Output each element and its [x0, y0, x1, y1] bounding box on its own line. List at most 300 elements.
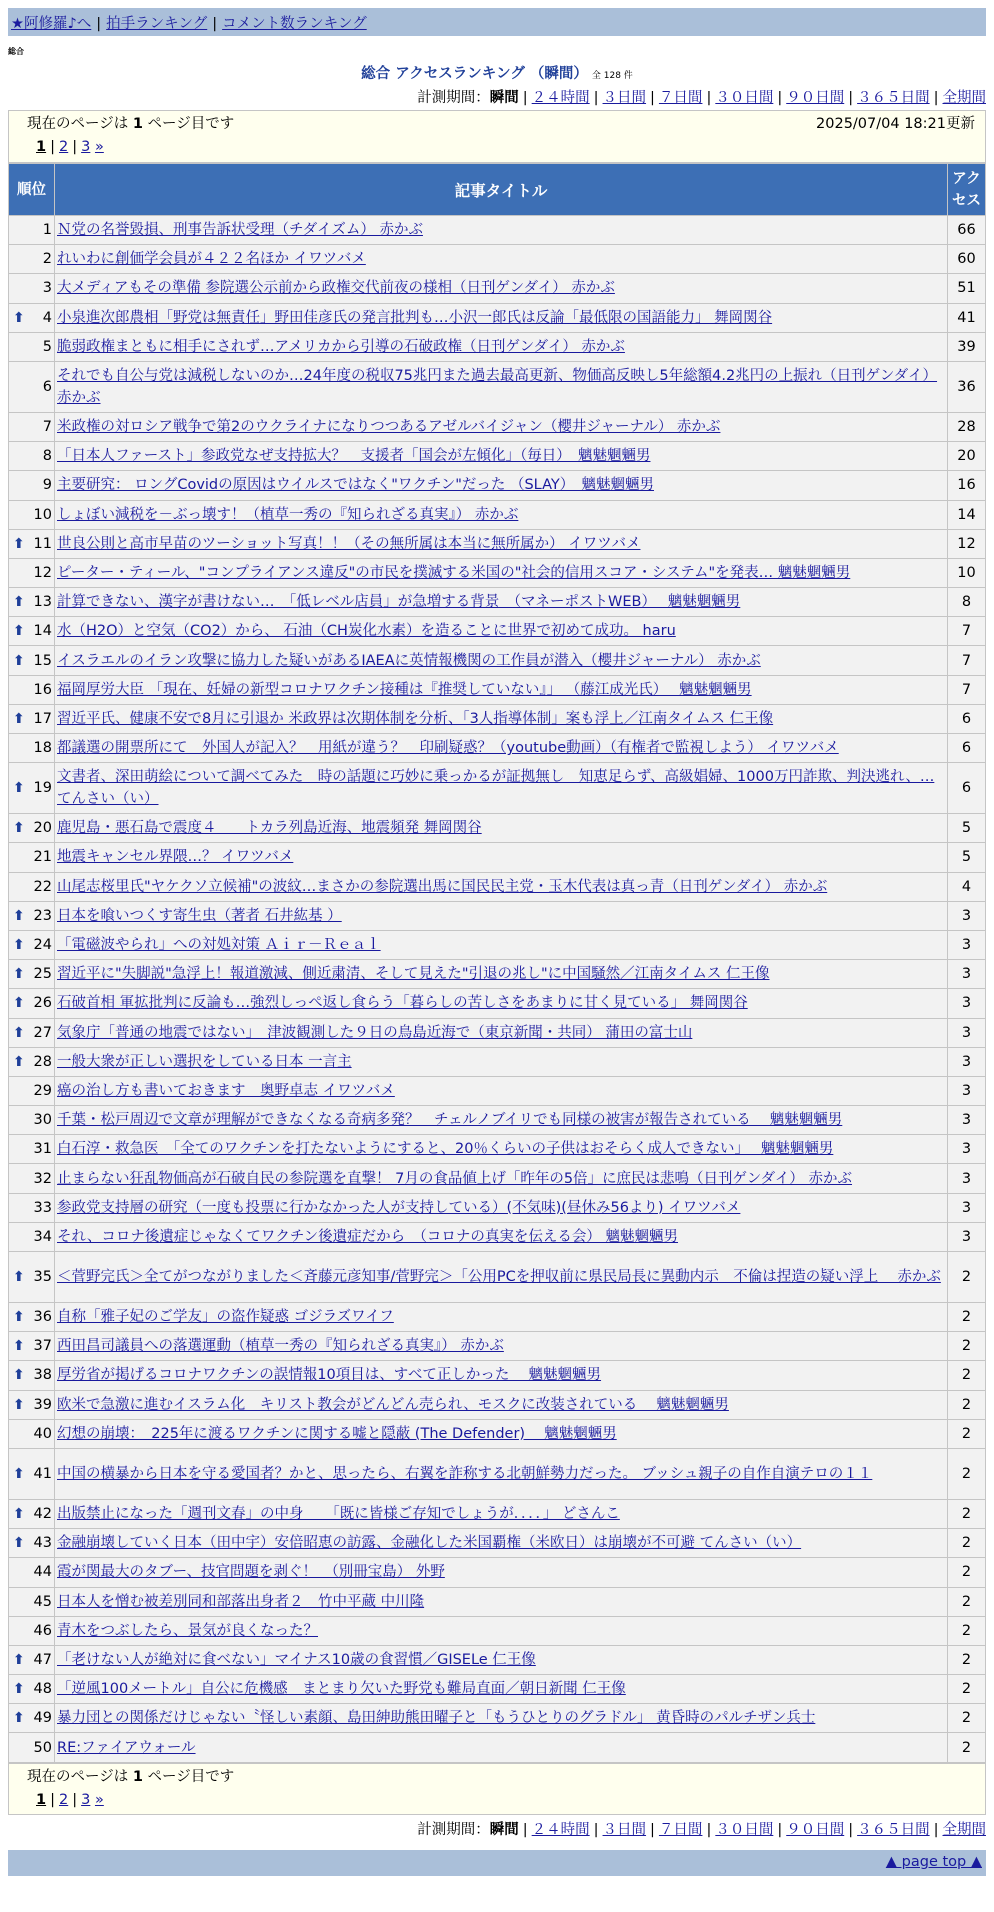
title-cell: [55, 901, 948, 930]
article-link[interactable]: 白石淳・救急医 「全てのワクチンを打たないようにすると、20％くらいの子供はおそらく成人できない」 魑魅魍魎男: [57, 1141, 834, 1158]
article-link[interactable]: 文書者、深田萌絵について調べてみた 時の話題に巧妙に乗っかるが証拠無し 知恵足らず、高級娼婦、1000万円詐欺、判決逃れ、… てんさい（い）: [57, 769, 935, 808]
table-row: [9, 1390, 986, 1419]
page-title-text: 総合 アクセスランキング （瞬間）: [361, 66, 588, 82]
title-cell: [55, 646, 948, 675]
table-row: [9, 1645, 986, 1674]
rank-number: 42: [33, 1506, 52, 1523]
rank-cell: [9, 989, 55, 1018]
article-link[interactable]: 習近平に"失脚説"急浮上！報道激減、側近粛清、そして見えた"引退の兆し"に中国騒然／江南タイムス 仁王像: [57, 966, 770, 983]
rank-number: 14: [33, 623, 52, 640]
period-selector-bottom: [417, 1818, 986, 1838]
access-count: 4: [948, 872, 986, 901]
rank-number: 37: [33, 1338, 52, 1355]
rank-number: 2: [42, 251, 52, 268]
rank-cell: [9, 1106, 55, 1135]
rank-cell: [9, 617, 55, 646]
period-separator: |: [933, 90, 939, 106]
rank-cell: [9, 529, 55, 558]
page-info-prefix: 現在のページは: [27, 116, 129, 132]
article-link[interactable]: 主要研究： ロングCovidの原因はウイルスではなく"ワクチン"だった （SLAY） 魑魅魍魎男: [57, 477, 654, 494]
article-link[interactable]: 自称「雅子妃のご学友」の盗作疑惑 ゴジラズワイフ: [57, 1309, 394, 1326]
rank-cell: [9, 1587, 55, 1616]
period-link[interactable]: ３日間: [602, 90, 647, 106]
table-row: [9, 361, 986, 412]
period-separator: |: [650, 90, 655, 106]
table-row: [9, 1587, 986, 1616]
rank-number: 49: [33, 1710, 52, 1727]
next-page-link[interactable]: »: [94, 139, 104, 155]
rank-cell: [9, 442, 55, 471]
title-cell: [55, 442, 948, 471]
rank-cell: [9, 1390, 55, 1419]
rank-cell: [9, 216, 55, 245]
article-link[interactable]: それ、コロナ後遺症じゃなくてワクチン後遺症だから （コロナの真実を伝える会） 魑魅魍魎男: [57, 1228, 679, 1245]
page-title: [8, 62, 986, 82]
title-cell: [55, 734, 948, 763]
title-cell: [55, 675, 948, 704]
arrow-up-icon: ⬆: [13, 1681, 25, 1698]
period-link[interactable]: ３６５日間: [857, 90, 930, 106]
article-link[interactable]: 都議選の開票所にて 外国人が記入？ 用紙が違う？ 印刷疑惑？（youtube動画）（有権者で監視しよう） イワツバメ: [57, 740, 839, 757]
table-row: [9, 500, 986, 529]
table-row: [9, 1135, 986, 1164]
table-row: [9, 1419, 986, 1448]
access-count: 51: [948, 274, 986, 303]
article-link[interactable]: それでも自公与党は減税しないのか…24年度の税収75兆円また過去最高更新、物価高反映し5年総額4.2兆円の上振れ（日刊ゲンダイ） 赤かぶ: [57, 367, 938, 406]
rank-cell: [9, 412, 55, 441]
article-link[interactable]: 千葉・松戸周辺で文章が理解ができなくなる奇病多発？ チェルノブイリでも同様の被害が報告されている 魑魅魍魎男: [57, 1112, 843, 1129]
article-link[interactable]: 金融崩壊していく日本（田中宇）安倍昭恵の訪露、金融化した米国覇権（米欧日）は崩壊が不可避 てんさい（い）: [57, 1535, 802, 1552]
rank-cell: [9, 763, 55, 814]
title-cell: [55, 843, 948, 872]
table-row: [9, 216, 986, 245]
access-count: 28: [948, 412, 986, 441]
table-row: [9, 1047, 986, 1076]
arrow-up-icon: ⬆: [13, 1367, 25, 1384]
period-separator: |: [848, 1822, 854, 1838]
rank-number: 36: [33, 1309, 52, 1326]
arrow-up-icon: ⬆: [13, 780, 25, 797]
home-link[interactable]: ★阿修羅♪へ: [11, 16, 92, 32]
page-link[interactable]: 2: [58, 1792, 69, 1808]
arrow-up-icon: ⬆: [13, 1338, 25, 1355]
article-link[interactable]: 一般大衆が正しい選択をしている日本 一言主: [57, 1053, 352, 1070]
article-link[interactable]: 大メディアもその準備 参院選公示前から政権交代前夜の様相（日刊ゲンダイ） 赤かぶ: [57, 280, 615, 297]
arrow-up-icon: ⬆: [13, 1024, 25, 1041]
period-label: 計測期間：: [417, 1822, 490, 1838]
article-link[interactable]: 参政党支持層の研究（一度も投票に行かなかった人が支持している）(不気味)(昼休み56より) イワツバメ: [57, 1199, 741, 1216]
table-row: [9, 646, 986, 675]
article-link[interactable]: 霞が関最大のタブー、技官問題を剥ぐ！ （別冊宝島） 外野: [57, 1564, 445, 1581]
title-cell: [55, 1018, 948, 1047]
rank-number: 39: [33, 1396, 52, 1413]
article-link[interactable]: ＜菅野完氏＞全てがつながりました＜斉藤元彦知事/菅野完＞「公用PCを押収前に県民局長に異動内示 不倫は捏造の疑い浮上 赤かぶ: [57, 1269, 941, 1285]
page-separator: |: [72, 1792, 78, 1808]
period-link[interactable]: ３０日間: [715, 90, 774, 106]
access-count: 7: [948, 675, 986, 704]
title-cell: [55, 1332, 948, 1361]
page-info-suffix: ページ目です: [147, 116, 235, 132]
count-header: アクセス: [948, 164, 986, 216]
table-row: [9, 1018, 986, 1047]
access-count: 2: [948, 1675, 986, 1704]
table-row: [9, 617, 986, 646]
rank-number: 16: [33, 681, 52, 698]
table-row: [9, 1733, 986, 1762]
title-cell: [55, 1733, 948, 1762]
page-top-link[interactable]: ▲ page top ▲: [885, 1854, 982, 1870]
table-row: [9, 274, 986, 303]
arrow-up-icon: ⬆: [13, 966, 25, 983]
comment-ranking-link[interactable]: コメント数ランキング: [222, 16, 367, 32]
page-separator: |: [50, 1792, 55, 1808]
article-link[interactable]: 脆弱政権まともに相手にされず…アメリカから引導の石破政権（日刊ゲンダイ） 赤かぶ: [57, 338, 625, 355]
table-row: [9, 1076, 986, 1105]
title-cell: [55, 1135, 948, 1164]
article-link[interactable]: 「電磁波やられ」への対処対策 Ａｉｒ－Ｒｅａｌ: [57, 937, 381, 954]
rank-cell: [9, 1076, 55, 1105]
table-row: [9, 814, 986, 843]
article-link[interactable]: Ｎ党の名誉毀損、刑事告訴状受理（チダイズム） 赤かぶ: [57, 222, 423, 239]
rank-number: 1: [42, 222, 52, 239]
title-cell: [55, 989, 948, 1018]
access-count: 66: [948, 216, 986, 245]
ranking-table: [8, 163, 986, 1763]
footer-bar: [8, 1850, 986, 1876]
period-link[interactable]: ２４時間: [531, 1822, 590, 1838]
title-cell: [55, 1076, 948, 1105]
article-link[interactable]: 気象庁「普通の地震ではない」 津波観測した９日の鳥島近海で（東京新聞・共同） 蒲田の富士山: [57, 1024, 693, 1041]
title-cell: [55, 1303, 948, 1332]
article-link[interactable]: 石破首相 軍拡批判に反論も…強烈しっぺ返し食らう「暮らしの苦しさをあまりに甘く見ている」 舞岡関谷: [57, 995, 748, 1012]
access-count: 7: [948, 617, 986, 646]
article-link[interactable]: 癌の治し方も書いておきます 奥野卓志 イワツバメ: [57, 1082, 395, 1099]
article-link[interactable]: 中国の横暴から日本を守る愛国者？かと、思ったら、右翼を詐称する北朝鮮勢力だった。 ブッシュ親子の自作自演テロの１１: [57, 1465, 873, 1482]
title-cell: [55, 1047, 948, 1076]
table-row: [9, 901, 986, 930]
period-label: 計測期間：: [417, 90, 490, 106]
title-cell: [55, 588, 948, 617]
category-label: 総合: [8, 47, 24, 56]
rank-number: 18: [33, 740, 52, 757]
article-link[interactable]: 厚労省が掲げるコロナワクチンの誤情報10項目は、すべて正しかった 魑魅魍魎男: [57, 1367, 602, 1384]
period-link[interactable]: 全期間: [942, 90, 986, 106]
table-row: [9, 1499, 986, 1528]
article-link[interactable]: 水（H2O）と空気（CO2）から、 石油（CH炭化水素）を造ることに世界で初めて成功。 haru: [57, 623, 676, 640]
pager-top: [8, 110, 986, 163]
access-count: 3: [948, 1106, 986, 1135]
rank-number: 46: [33, 1622, 52, 1639]
access-count: 2: [948, 1252, 986, 1303]
rank-number: 34: [33, 1228, 52, 1245]
rank-number: 19: [33, 780, 52, 797]
access-count: 3: [948, 1135, 986, 1164]
rank-number: 28: [33, 1053, 52, 1070]
title-cell: [55, 1645, 948, 1674]
rank-number: 41: [33, 1465, 52, 1482]
next-page-link[interactable]: »: [94, 1792, 104, 1808]
period-link[interactable]: ９０日間: [786, 1822, 845, 1838]
article-link[interactable]: 地震キャンセル界隈…？ イワツバメ: [57, 849, 294, 866]
rank-number: 7: [42, 419, 52, 436]
article-link[interactable]: 出版禁止になった「週刊文春」の中身 「既に皆様ご存知でしょうが．．．．」 どさんこ: [57, 1506, 620, 1523]
access-count: 39: [948, 332, 986, 361]
table-row: [9, 471, 986, 500]
article-link[interactable]: しょぼい減税を－ぶっ壊す！（植草一秀の『知られざる真実』） 赤かぶ: [57, 506, 519, 523]
rank-header: 順位: [9, 164, 55, 216]
arrow-up-icon: ⬆: [13, 907, 25, 924]
rank-cell: [9, 930, 55, 959]
table-row: [9, 704, 986, 733]
table-row: [9, 303, 986, 332]
title-cell: [55, 558, 948, 587]
title-cell: [55, 500, 948, 529]
period-link[interactable]: 全期間: [942, 1822, 986, 1838]
period-link[interactable]: ７日間: [658, 1822, 703, 1838]
title-cell: [55, 1252, 948, 1303]
table-row: [9, 1529, 986, 1558]
access-count: 14: [948, 500, 986, 529]
access-count: 41: [948, 303, 986, 332]
access-count: 3: [948, 901, 986, 930]
rank-cell: [9, 1164, 55, 1193]
rank-number: 17: [33, 710, 52, 727]
top-nav-bar: [8, 8, 986, 36]
article-link[interactable]: 幻想の崩壊： 225年に渡るワクチンに関する嘘と隠蔽 (The Defender) 魑魅魍魎男: [57, 1425, 617, 1442]
article-link[interactable]: 青木をつぶしたら、景気が良くなった？: [57, 1622, 318, 1639]
title-cell: [55, 1222, 948, 1251]
rank-number: 32: [33, 1170, 52, 1187]
period-separator: |: [522, 90, 528, 106]
rank-number: 27: [33, 1024, 52, 1041]
article-link[interactable]: 欧米で急激に進むイスラム化 キリスト教会がどんどん売られ、モスクに改装されている 魑魅魍魎男: [57, 1396, 729, 1413]
access-count: 5: [948, 814, 986, 843]
access-count: 2: [948, 1704, 986, 1733]
table-row: [9, 872, 986, 901]
article-link[interactable]: 「老けない人が絶対に食べない」マイナス10歳の食習慣／GISELe 仁王像: [57, 1651, 536, 1668]
rank-number: 31: [33, 1141, 52, 1158]
access-count: 2: [948, 1390, 986, 1419]
arrow-up-icon: ⬆: [13, 995, 25, 1012]
arrow-up-icon: ⬆: [13, 1651, 25, 1668]
rank-number: 20: [33, 820, 52, 837]
title-cell: [55, 245, 948, 274]
article-link[interactable]: 福岡厚労大臣 「現在、妊婦の新型コロナワクチン接種は『推奨していない』」 （藤江成光氏） 魑魅魍魎男: [57, 681, 752, 698]
rank-cell: [9, 901, 55, 930]
page-link[interactable]: 2: [58, 139, 69, 155]
applause-ranking-link[interactable]: 拍手ランキング: [106, 16, 208, 32]
article-link[interactable]: 日本を喰いつくす寄生虫（著者 石井紘基 ）: [57, 907, 342, 924]
rank-cell: [9, 558, 55, 587]
title-cell: [55, 617, 948, 646]
rank-cell: [9, 1499, 55, 1528]
arrow-up-icon: ⬆: [13, 937, 25, 954]
title-cell: [55, 1499, 948, 1528]
rank-number: 40: [33, 1425, 52, 1442]
rank-cell: [9, 734, 55, 763]
rank-number: 9: [42, 477, 52, 494]
access-count: 3: [948, 960, 986, 989]
access-count: 3: [948, 1018, 986, 1047]
rank-number: 45: [33, 1593, 52, 1610]
table-header-row: [9, 164, 986, 216]
article-link[interactable]: 日本人を憎む被差別同和部落出身者２＿竹中平蔵 中川隆: [57, 1593, 425, 1610]
rank-cell: [9, 1704, 55, 1733]
access-count: 2: [948, 1499, 986, 1528]
article-link[interactable]: 計算できない、漢字が書けない… 「低レベル店員」が急増する背景 （マネーポストWEB） 魑魅魍魎男: [57, 594, 741, 611]
table-row: [9, 989, 986, 1018]
period-current: 瞬間: [489, 90, 519, 106]
article-link[interactable]: 小泉進次郎農相「野党は無責任」野田佳彦氏の発言批判も…小沢一郎氏は反論「最低限の国語能力」 舞岡関谷: [57, 309, 773, 326]
period-separator: |: [777, 1822, 783, 1838]
article-link[interactable]: 止まらない狂乱物価高が石破自民の参院選を直撃！ 7月の食品値上げ「昨年の5倍」に庶民は悲鳴（日刊ゲンダイ） 赤かぶ: [57, 1170, 853, 1187]
period-link[interactable]: ２４時間: [531, 90, 590, 106]
rank-cell: [9, 843, 55, 872]
table-row: [9, 960, 986, 989]
current-page-number: 1: [132, 1769, 143, 1785]
title-cell: [55, 361, 948, 412]
article-link[interactable]: れいわに創価学会員が４２２名ほか イワツバメ: [57, 251, 366, 268]
rank-number: 50: [33, 1739, 52, 1756]
rank-cell: [9, 1303, 55, 1332]
rank-number: 11: [33, 535, 52, 552]
title-cell: [55, 1164, 948, 1193]
table-row: [9, 1616, 986, 1645]
article-link[interactable]: 鹿児島・悪石島で震度４ トカラ列島近海、地震頻発 舞岡関谷: [57, 820, 482, 837]
rank-number: 25: [33, 966, 52, 983]
title-cell: [55, 1419, 948, 1448]
rank-cell: [9, 704, 55, 733]
rank-number: 23: [33, 907, 52, 924]
rank-cell: [9, 245, 55, 274]
access-count: 5: [948, 843, 986, 872]
page-link[interactable]: 3: [81, 139, 91, 155]
access-count: 3: [948, 1193, 986, 1222]
arrow-up-icon: ⬆: [13, 1710, 25, 1727]
article-link[interactable]: 米政権の対ロシア戦争で第2のウクライナになりつつあるアゼルバイジャン（櫻井ジャーナル） 赤かぶ: [57, 419, 721, 436]
title-cell: [55, 1361, 948, 1390]
title-cell: [55, 471, 948, 500]
page-links: [27, 135, 975, 159]
page-info-prefix: 現在のページは: [27, 1769, 129, 1785]
arrow-up-icon: ⬆: [13, 1535, 25, 1552]
article-link[interactable]: 暴力団との関係だけじゃない〝怪しい素顔、島田紳助熊田曜子と「もうひとりのグラドル」 黄昏時のパルチザン兵士: [57, 1710, 816, 1727]
rank-cell: [9, 1616, 55, 1645]
page-link[interactable]: 3: [81, 1792, 91, 1808]
period-link[interactable]: ９０日間: [786, 90, 845, 106]
access-count: 3: [948, 1047, 986, 1076]
table-row: [9, 529, 986, 558]
access-count: 6: [948, 704, 986, 733]
rank-number: 38: [33, 1367, 52, 1384]
ranking-body: [9, 216, 986, 1763]
access-count: 2: [948, 1529, 986, 1558]
table-row: [9, 843, 986, 872]
article-link[interactable]: RE:ファイアウォール: [57, 1739, 196, 1756]
article-link[interactable]: 「逆風100メートル」自公に危機感 まとまり欠いた野党も難局直面／朝日新聞 仁王像: [57, 1681, 626, 1698]
rank-cell: [9, 1645, 55, 1674]
access-count: 3: [948, 989, 986, 1018]
access-count: 3: [948, 1164, 986, 1193]
page-links: [27, 1788, 975, 1812]
access-count: 6: [948, 734, 986, 763]
rank-cell: [9, 303, 55, 332]
article-link[interactable]: イスラエルのイラン攻撃に協力した疑いがあるIAEAに英情報機関の工作員が潜入（櫻井ジャーナル） 赤かぶ: [57, 652, 761, 669]
article-link[interactable]: 世良公則と高市早苗のツーショット写真！！（その無所属は本当に無所属か） イワツバメ: [57, 535, 641, 552]
arrow-up-icon: ⬆: [13, 623, 25, 640]
access-count: 2: [948, 1361, 986, 1390]
table-row: [9, 1252, 986, 1303]
title-cell: [55, 1106, 948, 1135]
title-cell: [55, 1193, 948, 1222]
period-separator: |: [933, 1822, 939, 1838]
update-timestamp: 2025/07/04 18:21更新: [816, 116, 975, 132]
rank-cell: [9, 361, 55, 412]
rank-cell: [9, 274, 55, 303]
arrow-up-icon: ⬆: [13, 1396, 25, 1413]
table-row: [9, 675, 986, 704]
access-count: 3: [948, 930, 986, 959]
title-cell: [55, 303, 948, 332]
period-separator: |: [706, 1822, 712, 1838]
period-link[interactable]: ３日間: [602, 1822, 647, 1838]
table-row: [9, 1558, 986, 1587]
title-header: 記事タイトル: [55, 164, 948, 216]
rank-cell: [9, 960, 55, 989]
title-cell: [55, 960, 948, 989]
arrow-up-icon: ⬆: [13, 1053, 25, 1070]
article-link[interactable]: 西田昌司議員への落選運動（植草一秀の『知られざる真実』） 赤かぶ: [57, 1338, 504, 1355]
rank-cell: [9, 1448, 55, 1499]
table-row: [9, 1164, 986, 1193]
period-link[interactable]: ７日間: [658, 90, 703, 106]
table-row: [9, 1704, 986, 1733]
table-row: [9, 588, 986, 617]
access-count: 20: [948, 442, 986, 471]
access-count: 2: [948, 1616, 986, 1645]
title-cell: [55, 274, 948, 303]
rank-cell: [9, 814, 55, 843]
period-link[interactable]: ３０日間: [715, 1822, 774, 1838]
access-count: 8: [948, 588, 986, 617]
rank-cell: [9, 646, 55, 675]
title-cell: [55, 814, 948, 843]
rank-cell: [9, 332, 55, 361]
rank-cell: [9, 1558, 55, 1587]
rank-number: 33: [33, 1199, 52, 1216]
article-link[interactable]: 山尾志桜里氏"ヤケクソ立候補"の波紋…まさかの参院選出馬に国民民主党・玉木代表は真っ青（日刊ゲンダイ） 赤かぶ: [57, 878, 828, 895]
rank-cell: [9, 1361, 55, 1390]
article-link[interactable]: 「日本人ファースト」参政党なぜ支持拡大？ 支援者「国会が左傾化」（毎日） 魑魅魍魎男: [57, 448, 651, 465]
rank-cell: [9, 471, 55, 500]
table-row: [9, 332, 986, 361]
article-link[interactable]: ピーター・ティール、"コンプライアンス違反"の市民を撲滅する米国の"社会的信用スコア・システム"を発表… 魑魅魍魎男: [57, 564, 851, 581]
rank-number: 48: [33, 1681, 52, 1698]
arrow-up-icon: ⬆: [13, 652, 25, 669]
rank-number: 35: [33, 1269, 52, 1285]
period-link[interactable]: ３６５日間: [857, 1822, 930, 1838]
access-count: 2: [948, 1558, 986, 1587]
article-link[interactable]: 習近平氏、健康不安で8月に引退か 米政界は次期体制を分析、「3人指導体制」案も浮上／江南タイムス 仁王像: [57, 710, 774, 727]
arrow-up-icon: ⬆: [13, 1465, 25, 1482]
rank-number: 21: [33, 849, 52, 866]
title-cell: [55, 412, 948, 441]
rank-number: 47: [33, 1651, 52, 1668]
period-separator: |: [650, 1822, 655, 1838]
title-cell: [55, 1675, 948, 1704]
rank-number: 5: [42, 338, 52, 355]
page-separator: |: [72, 139, 78, 155]
